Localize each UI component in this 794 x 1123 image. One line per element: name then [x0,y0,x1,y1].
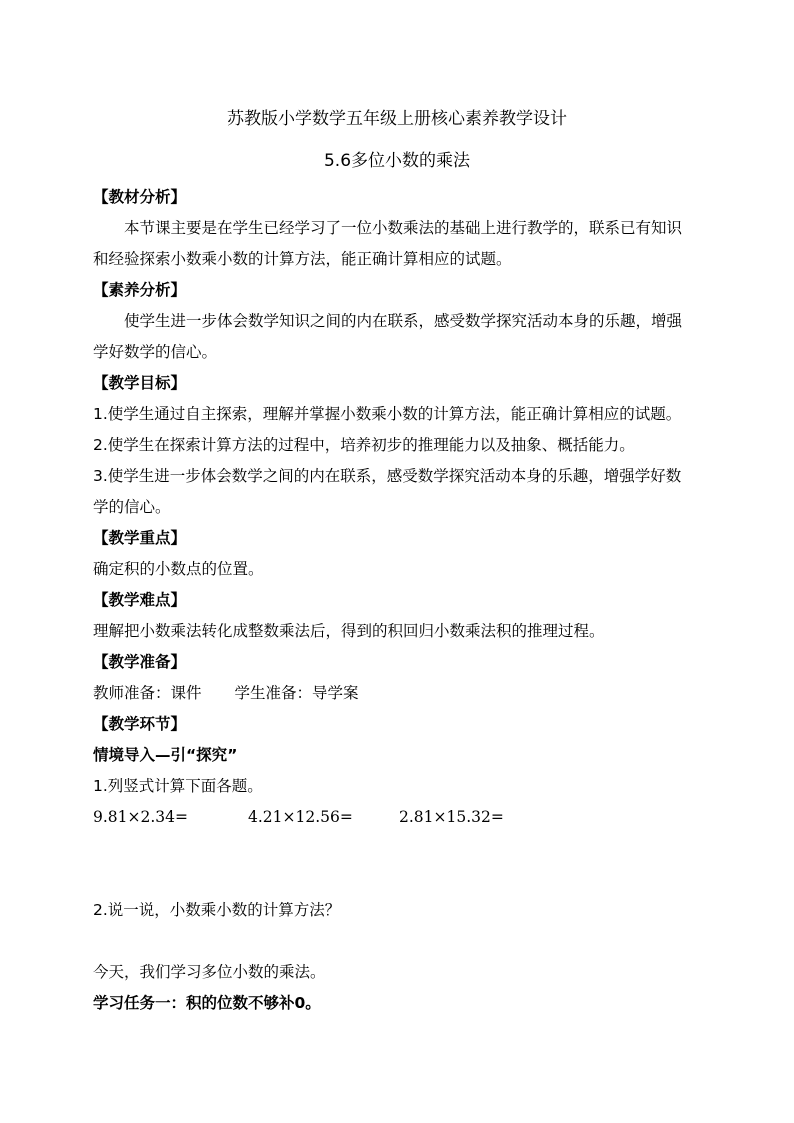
heading-process: 【教学环节】 [93,715,187,733]
preparation-row [93,678,705,709]
question-2: 2.说一说，小数乘小数的计算方法？ [93,901,341,919]
literacy-analysis-line-2: 学好数学的信心。 [93,343,218,361]
teacher-preparation: 教师准备：课件 [93,684,202,702]
objective-item-2: 2.使学生在探索计算方法的过程中，培养初步的推理能力以及抽象、概括能力。 [93,436,635,454]
lesson-title: 5.6多位小数的乘法 [323,151,471,171]
difficulties-text: 理解把小数乘法转化成整数乘法后，得到的积回归小数乘法积的推理过程。 [93,622,605,640]
document-body [93,182,705,1019]
calc-item-3: 2.81×15.32= [399,808,504,826]
objective-item-3-line-1: 3.使学生进一步体会数学之间的内在联系，感受数学探究活动本身的乐趣，增强学好数 [93,467,682,485]
question-1: 1.列竖式计算下面各题。 [93,777,263,795]
heading-preparation: 【教学准备】 [93,653,187,671]
heading-difficulties: 【教学难点】 [93,591,187,609]
objective-item-1: 1.使学生通过自主探索，理解并掌握小数乘小数的计算方法，能正确计算相应的试题。 [93,405,682,423]
document-title: 苏教版小学数学五年级上册核心素养教学设计 [227,109,567,129]
blank-space [93,926,705,957]
textbook-analysis-line-1: 本节课主要是在学生已经学习了一位小数乘法的基础上进行教学的，联系已有知识 [124,219,683,237]
calc-item-1: 9.81×2.34= [93,808,188,826]
blank-space [93,833,705,895]
literacy-analysis-line-1: 使学生进一步体会数学知识之间的内在联系，感受数学探究活动本身的乐趣，增强 [124,312,683,330]
student-preparation: 学生准备：导学案 [234,684,359,702]
task-1-heading: 学习任务一：积的位数不够补0。 [93,994,321,1012]
intro-heading: 情境导入—引“探究” [93,746,238,764]
heading-objectives: 【教学目标】 [93,374,187,392]
heading-key-points: 【教学重点】 [93,529,187,547]
key-points-text: 确定积的小数点的位置。 [93,560,264,578]
objective-item-3-line-2: 学的信心。 [93,498,171,516]
today-text: 今天，我们学习多位小数的乘法。 [93,963,326,981]
calculation-row [93,802,705,833]
heading-literacy-analysis: 【素养分析】 [93,281,187,299]
textbook-analysis-line-2: 和经验探索小数乘小数的计算方法，能正确计算相应的试题。 [93,250,512,268]
heading-textbook-analysis: 【教材分析】 [93,188,187,206]
calc-item-2: 4.21×12.56= [248,808,353,826]
